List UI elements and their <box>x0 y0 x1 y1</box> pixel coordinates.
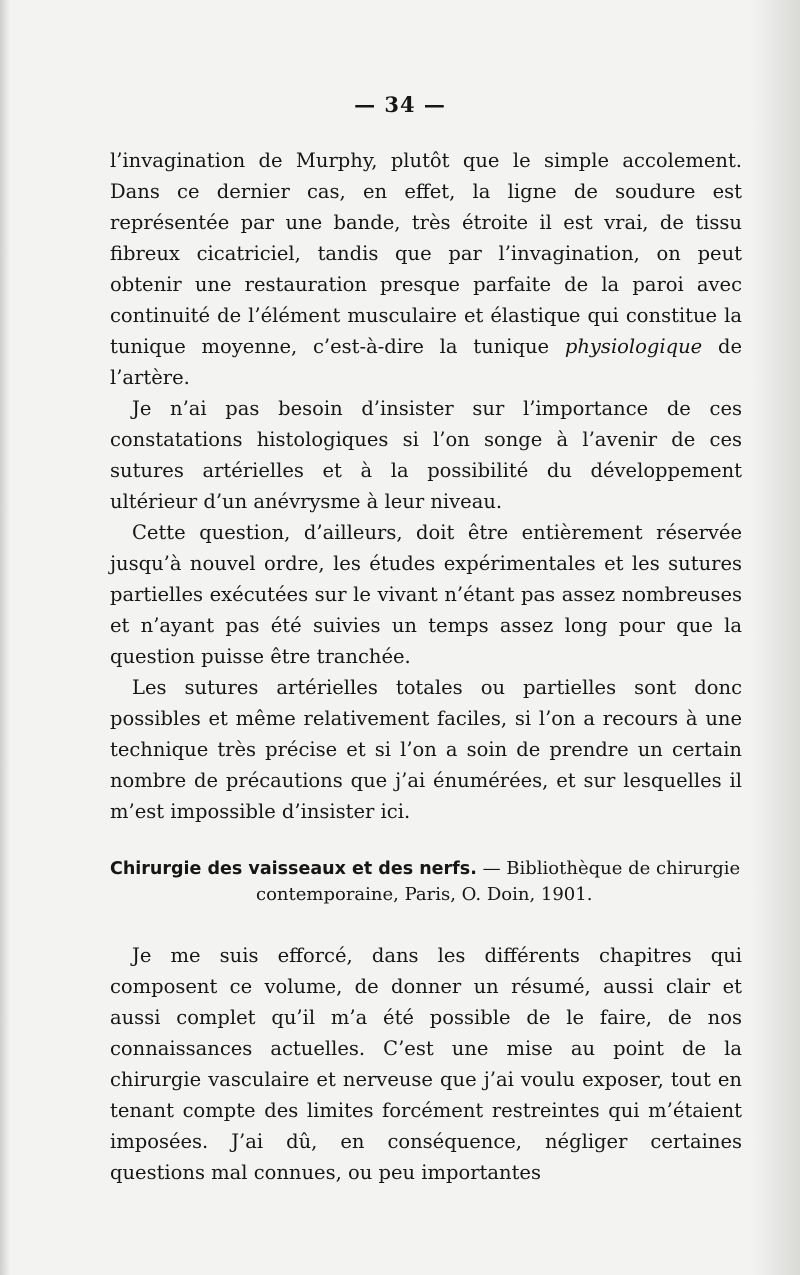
paragraph-1 <box>110 145 742 393</box>
paragraph-5: Je me suis efforcé, dans les différents chapitres qui composent ce volume, de donner un résumé, aussi clair et aussi complet qu’il m’a été possible de le faire, de nos connaissances actuelles. C’est une mise au point de la chirurgie vasculaire et nerveuse que j’ai voulu exposer, tout en tenant compte des limites forcément restreintes qui m’étaient imposées. J’ai dû, en conséquence, négliger certaines questions mal connues, ou peu importantes <box>110 944 742 1184</box>
bibliography-entry <box>110 856 742 908</box>
paragraph-1-tail: de l’artère. <box>110 335 743 389</box>
page-number: — 34 — <box>354 92 446 117</box>
paragraph-3: Cette question, d’ailleurs, doit être entièrement réservée jusqu’à nouvel ordre, les études expérimentales et les sutures partielles exécutées sur le vivant n’étant pas assez nombreuses et n’ayant pas été suivies un temps assez long pour que la question puisse être tranchée. <box>110 521 742 668</box>
bibliography-line-1 <box>110 856 742 882</box>
paragraph-4: Les sutures artérielles totales ou partielles sont donc possibles et même relativement faciles, si l’on a recours à une technique très précise et si l’on a soin de prendre un certain nombre de précautions que j’ai énumérées, et sur lesquelles il m’est impossible d’insister ici. <box>110 676 742 823</box>
paragraph-2: Je n’ai pas besoin d’insister sur l’importance de ces constatations histologiques si l’on songe à l’avenir de ces sutures artérielles et à la possibilité du développement ultérieur d’un anévrysme à leur niveau. <box>110 397 742 513</box>
bibliography-line-2: contemporaine, Paris, O. Doin, 1901. <box>256 884 593 905</box>
paragraph-1-text: l’invagination de Murphy, plutôt que le simple accolement. Dans ce dernier cas, en effet, la ligne de soudure est représentée par une bande, très étroite il est vrai, de tissu fibreux cicatriciel, tandis que par l’invagination, on peut obtenir une restauration presque parfaite de la paroi avec continuité de l’élément musculaire et élastique qui constitue la tunique moyenne, c’est-à-dire la tunique <box>110 149 742 358</box>
bibliography-line-1-rest: — Bibliothèque de chirurgie <box>476 858 741 879</box>
italic-term: physiologique <box>564 335 703 358</box>
body-text-upper <box>110 145 742 827</box>
page-shadow-left <box>0 0 10 1275</box>
body-text-lower <box>110 940 742 1188</box>
bibliography-heading: Chirurgie des vaisseaux et des nerfs. <box>110 859 477 879</box>
page-bleed-right <box>752 0 800 1275</box>
